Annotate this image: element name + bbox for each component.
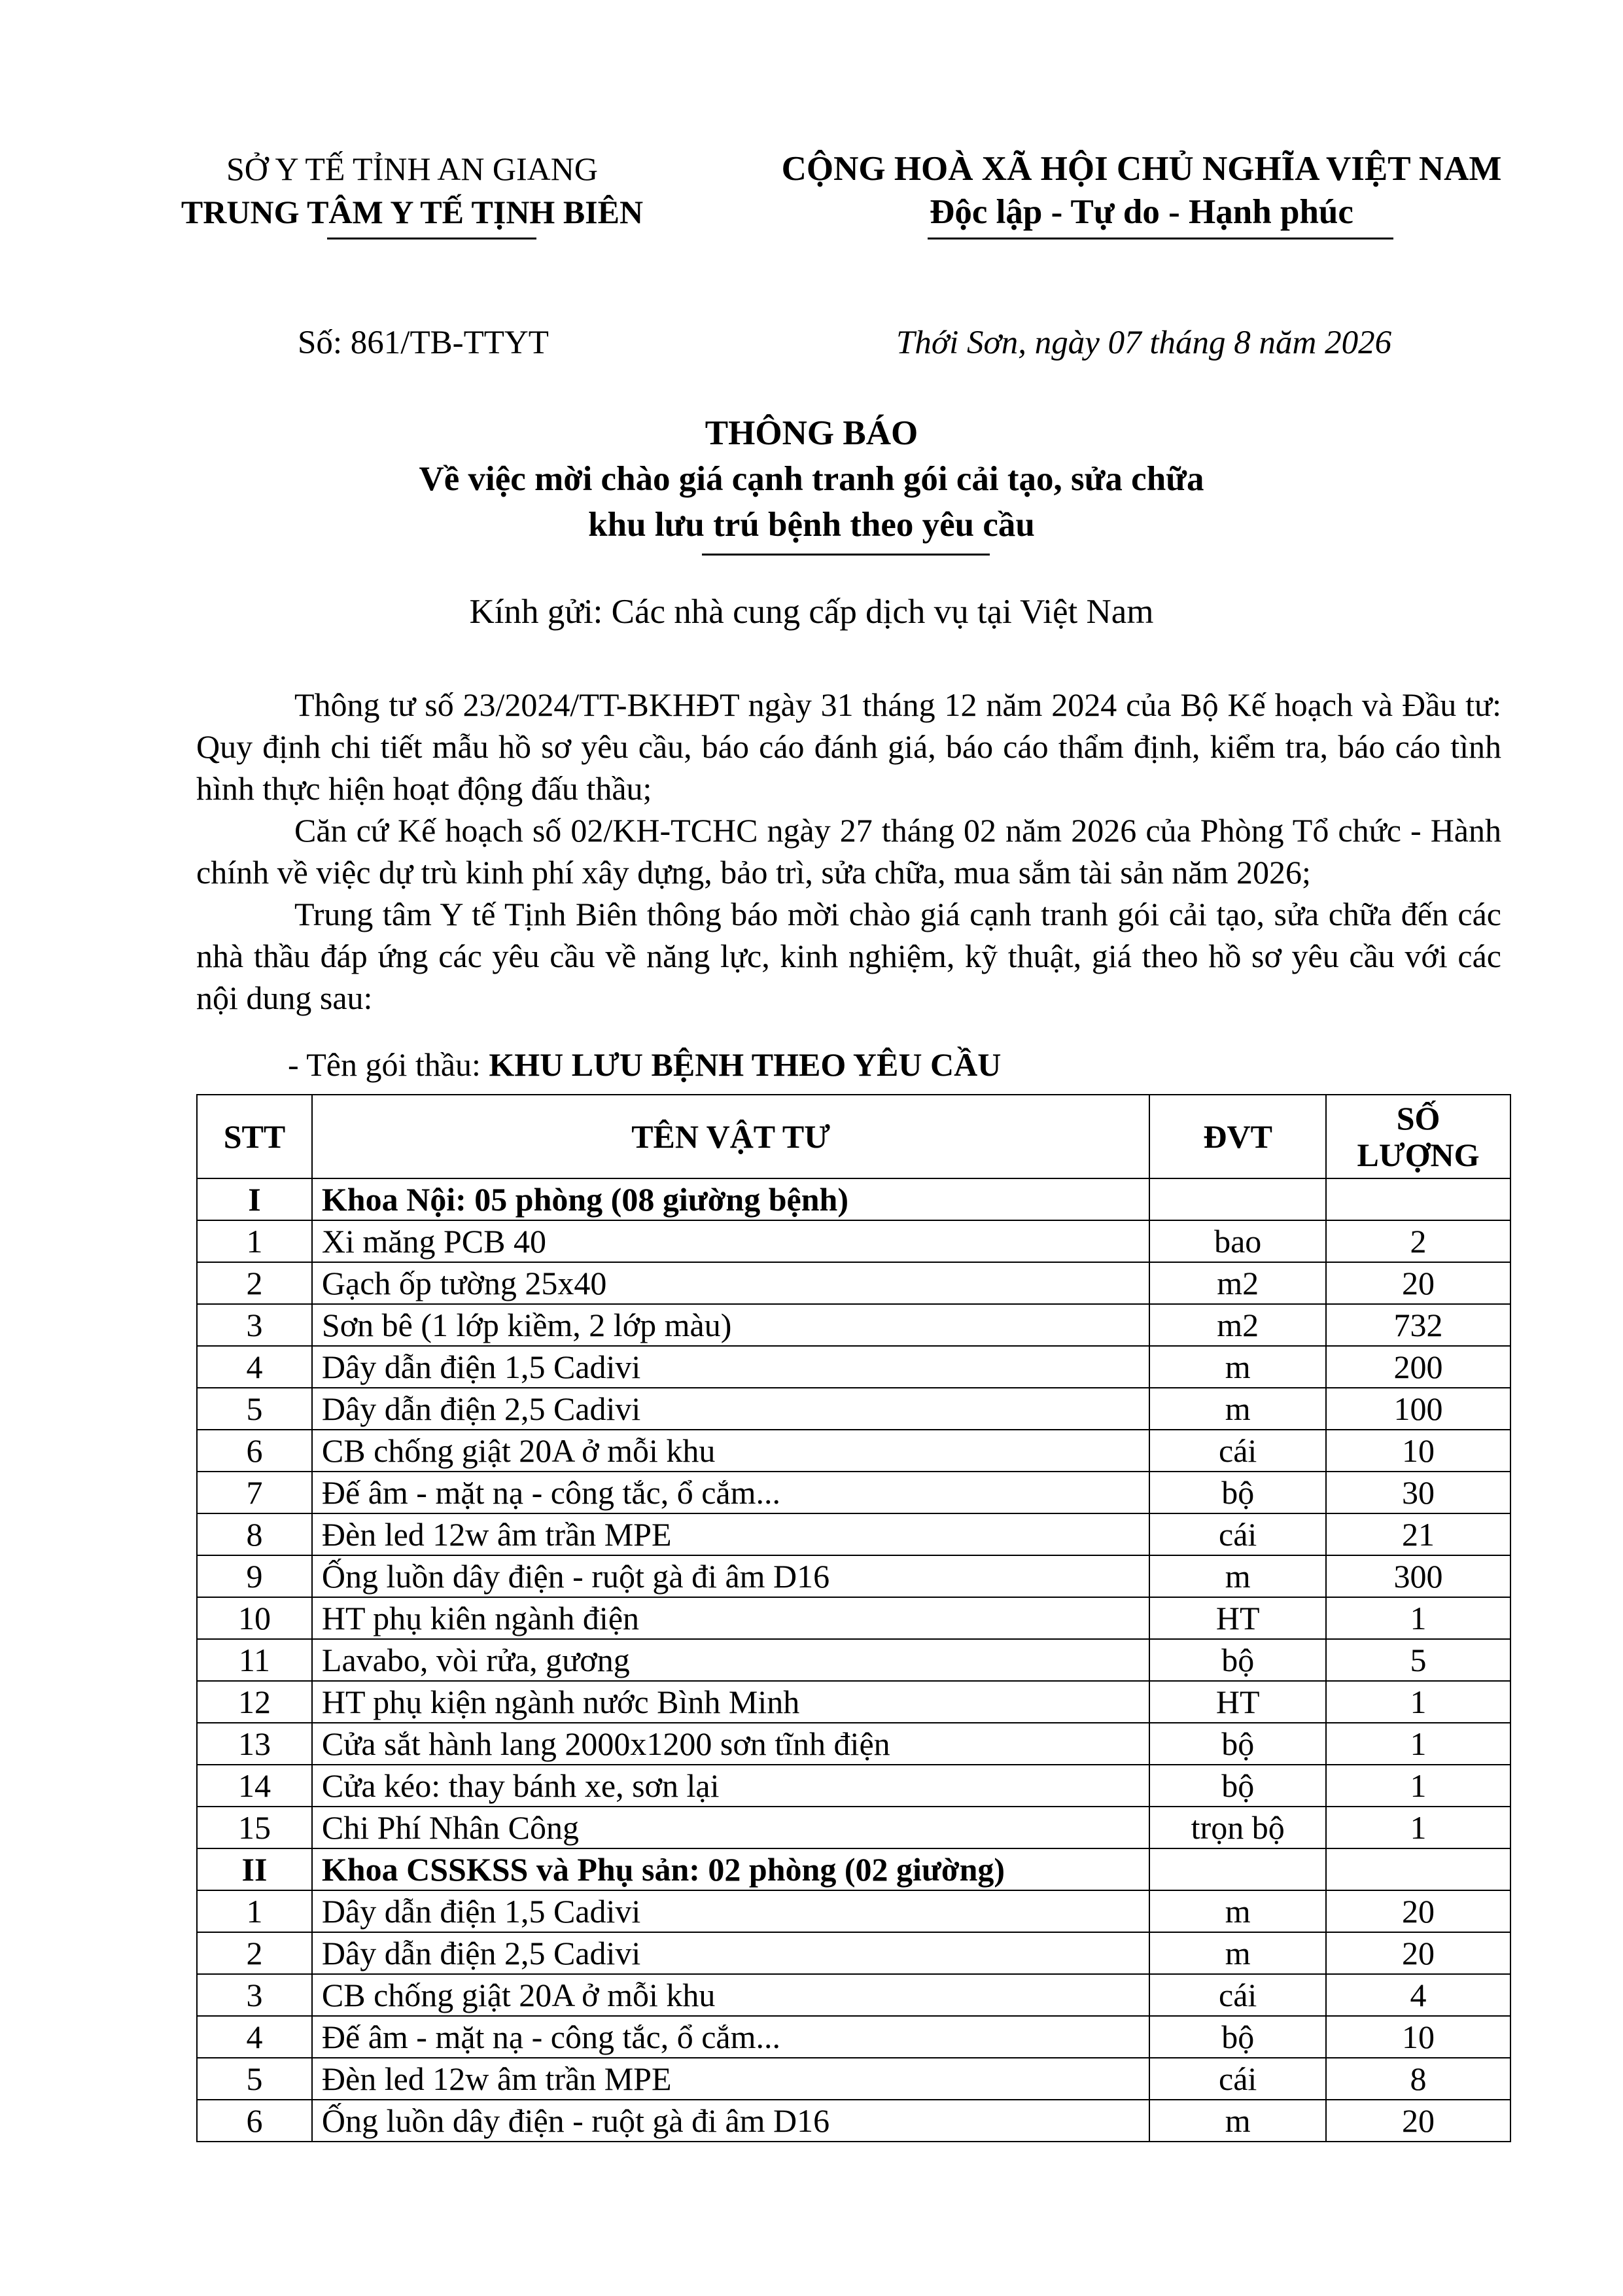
row-unit: m2	[1149, 1262, 1326, 1304]
row-item-name: Cửa kéo: thay bánh xe, sơn lại	[312, 1765, 1149, 1807]
row-item-name: Cửa sắt hành lang 2000x1200 sơn tĩnh điện	[312, 1723, 1149, 1765]
materials-table	[196, 1094, 1511, 2142]
row-unit: m2	[1149, 1304, 1326, 1346]
section-number: II	[197, 1848, 312, 1890]
table-row	[197, 1430, 1510, 1472]
row-item-name: Ống luồn dây điện - ruột gà đi âm D16	[312, 2100, 1149, 2142]
row-unit: trọn bộ	[1149, 1807, 1326, 1848]
issuing-org	[157, 147, 667, 234]
row-stt: 4	[197, 1346, 312, 1388]
package-name	[288, 1046, 1001, 1084]
row-stt: 2	[197, 1262, 312, 1304]
national-motto	[739, 147, 1544, 234]
paragraph-invitation: Trung tâm Y tế Tịnh Biên thông báo mời chào giá cạnh tranh gói cải tạo, sửa chữa đến các nhà thầu đáp ứng các yêu cầu về năng lực, kinh nghiệm, kỹ thuật, giá theo hồ sơ yêu cầu với các nội dung sau:	[196, 896, 1501, 1016]
row-quantity: 100	[1326, 1388, 1510, 1430]
row-stt: 9	[197, 1555, 312, 1597]
document-title	[0, 410, 1623, 548]
row-item-name: Chi Phí Nhân Công	[312, 1807, 1149, 1848]
row-quantity: 20	[1326, 1890, 1510, 1932]
row-quantity: 1	[1326, 1681, 1510, 1723]
package-title: KHU LƯU BỆNH THEO YÊU CẦU	[489, 1046, 1002, 1083]
row-item-name: Dây dẫn điện 1,5 Cadivi	[312, 1890, 1149, 1932]
table-row	[197, 1513, 1510, 1555]
section-row	[197, 1178, 1510, 1220]
table-row	[197, 1639, 1510, 1681]
row-stt: 3	[197, 1974, 312, 2016]
row-quantity: 1	[1326, 1807, 1510, 1848]
row-quantity: 20	[1326, 1262, 1510, 1304]
row-stt: 5	[197, 2058, 312, 2100]
row-quantity: 1	[1326, 1765, 1510, 1807]
table-row	[197, 1388, 1510, 1430]
row-quantity: 1	[1326, 1597, 1510, 1639]
row-quantity: 30	[1326, 1472, 1510, 1513]
row-item-name: CB chống giật 20A ở mỗi khu	[312, 1974, 1149, 2016]
recipient: Kính gửi: Các nhà cung cấp dịch vụ tại Việt Nam	[469, 593, 1154, 631]
org-underline	[327, 238, 536, 239]
row-quantity: 10	[1326, 2016, 1510, 2058]
table-row	[197, 1932, 1510, 1974]
row-quantity: 4	[1326, 1974, 1510, 2016]
row-quantity: 5	[1326, 1639, 1510, 1681]
row-quantity: 20	[1326, 2100, 1510, 2142]
row-unit: bộ	[1149, 1723, 1326, 1765]
header-unit: ĐVT	[1149, 1095, 1326, 1178]
section-title: Khoa Nội: 05 phòng (08 giường bệnh)	[312, 1178, 1149, 1220]
title-line2: Về việc mời chào giá cạnh tranh gói cải tạo, sửa chữa	[419, 460, 1204, 498]
row-item-name: Đèn led 12w âm trần MPE	[312, 1513, 1149, 1555]
row-stt: 15	[197, 1807, 312, 1848]
row-item-name: Đế âm - mặt nạ - công tắc, ổ cắm...	[312, 2016, 1149, 2058]
table-row	[197, 2016, 1510, 2058]
row-stt: 1	[197, 1890, 312, 1932]
row-unit: bộ	[1149, 1765, 1326, 1807]
row-unit: m	[1149, 1890, 1326, 1932]
header-stt: STT	[197, 1095, 312, 1178]
title-underline	[702, 554, 990, 556]
section-unit-empty	[1149, 1848, 1326, 1890]
table-row	[197, 1262, 1510, 1304]
row-stt: 6	[197, 1430, 312, 1472]
row-item-name: Đế âm - mặt nạ - công tắc, ổ cắm...	[312, 1472, 1149, 1513]
title-line3: khu lưu trú bệnh theo yêu cầu	[588, 506, 1035, 544]
row-quantity: 200	[1326, 1346, 1510, 1388]
table-row	[197, 1304, 1510, 1346]
table-row	[197, 1974, 1510, 2016]
row-stt: 7	[197, 1472, 312, 1513]
row-item-name: Sơn bê (1 lớp kiềm, 2 lớp màu)	[312, 1304, 1149, 1346]
row-quantity: 2	[1326, 1220, 1510, 1262]
nation-line1: CỘNG HOÀ XÃ HỘI CHỦ NGHĨA VIỆT NAM	[781, 150, 1502, 188]
row-unit: cái	[1149, 2058, 1326, 2100]
row-item-name: CB chống giật 20A ở mỗi khu	[312, 1430, 1149, 1472]
row-stt: 5	[197, 1388, 312, 1430]
row-stt: 10	[197, 1597, 312, 1639]
header-qty-line1: SỐ	[1396, 1100, 1440, 1137]
doc-number: Số: 861/TB-TTYT	[298, 325, 549, 361]
section-unit-empty	[1149, 1178, 1326, 1220]
row-item-name: Dây dẫn điện 2,5 Cadivi	[312, 1388, 1149, 1430]
place-date: Thới Sơn, ngày 07 tháng 8 năm 2026	[896, 325, 1392, 361]
table-row	[197, 1681, 1510, 1723]
row-item-name: Ống luồn dây điện - ruột gà đi âm D16	[312, 1555, 1149, 1597]
paragraph-legal-basis: Thông tư số 23/2024/TT-BKHĐT ngày 31 tháng 12 năm 2024 của Bộ Kế hoạch và Đầu tư: Quy định chi tiết mẫu hồ sơ yêu cầu, báo cáo đánh giá, báo cáo thẩm định, kiểm tra, báo cáo tình hình thực hiện hoạt động đấu thầu;	[196, 686, 1501, 807]
body-text	[196, 684, 1501, 1019]
row-unit: bộ	[1149, 2016, 1326, 2058]
title-line1: THÔNG BÁO	[705, 414, 918, 452]
table-row	[197, 1765, 1510, 1807]
header-name: TÊN VẬT TƯ	[312, 1095, 1149, 1178]
row-stt: 8	[197, 1513, 312, 1555]
row-quantity: 8	[1326, 2058, 1510, 2100]
row-item-name: Xi măng PCB 40	[312, 1220, 1149, 1262]
row-unit: HT	[1149, 1597, 1326, 1639]
row-unit: HT	[1149, 1681, 1326, 1723]
row-stt: 2	[197, 1932, 312, 1974]
org-line1: SỞ Y TẾ TỈNH AN GIANG	[226, 150, 599, 187]
table-body	[197, 1178, 1510, 2142]
motto-underline	[928, 238, 1393, 239]
row-stt: 4	[197, 2016, 312, 2058]
row-unit: m	[1149, 1555, 1326, 1597]
row-item-name: Đèn led 12w âm trần MPE	[312, 2058, 1149, 2100]
row-stt: 6	[197, 2100, 312, 2142]
table-row	[197, 2100, 1510, 2142]
table-row	[197, 1723, 1510, 1765]
table-row	[197, 1890, 1510, 1932]
row-stt: 11	[197, 1639, 312, 1681]
header-qty-line2: LƯỢNG	[1357, 1137, 1480, 1173]
row-unit: bộ	[1149, 1472, 1326, 1513]
section-title: Khoa CSSKSS và Phụ sản: 02 phòng (02 giường)	[312, 1848, 1149, 1890]
row-unit: bao	[1149, 1220, 1326, 1262]
row-item-name: Gạch ốp tường 25x40	[312, 1262, 1149, 1304]
row-unit: m	[1149, 2100, 1326, 2142]
row-stt: 13	[197, 1723, 312, 1765]
paragraph-plan: Căn cứ Kế hoạch số 02/KH-TCHC ngày 27 tháng 02 năm 2026 của Phòng Tổ chức - Hành chính về việc dự trù kinh phí xây dựng, bảo trì, sửa chữa, mua sắm tài sản năm 2026;	[196, 812, 1501, 891]
row-item-name: HT phụ kiện ngành nước Bình Minh	[312, 1681, 1149, 1723]
row-quantity: 732	[1326, 1304, 1510, 1346]
section-qty-empty	[1326, 1178, 1510, 1220]
section-number: I	[197, 1178, 312, 1220]
row-quantity: 21	[1326, 1513, 1510, 1555]
header-qty	[1326, 1095, 1510, 1178]
row-item-name: Dây dẫn điện 2,5 Cadivi	[312, 1932, 1149, 1974]
row-item-name: Lavabo, vòi rửa, gương	[312, 1639, 1149, 1681]
table-row	[197, 1597, 1510, 1639]
row-quantity: 300	[1326, 1555, 1510, 1597]
row-quantity: 1	[1326, 1723, 1510, 1765]
table-row	[197, 1220, 1510, 1262]
table-row	[197, 1555, 1510, 1597]
row-quantity: 20	[1326, 1932, 1510, 1974]
row-unit: m	[1149, 1388, 1326, 1430]
row-item-name: HT phụ kiên ngành điện	[312, 1597, 1149, 1639]
row-stt: 14	[197, 1765, 312, 1807]
row-unit: m	[1149, 1346, 1326, 1388]
table-row	[197, 2058, 1510, 2100]
table-header-row	[197, 1095, 1510, 1178]
table-row	[197, 1807, 1510, 1848]
row-quantity: 10	[1326, 1430, 1510, 1472]
row-unit: bộ	[1149, 1639, 1326, 1681]
row-stt: 12	[197, 1681, 312, 1723]
row-unit: cái	[1149, 1430, 1326, 1472]
section-qty-empty	[1326, 1848, 1510, 1890]
row-unit: cái	[1149, 1974, 1326, 2016]
table-row	[197, 1346, 1510, 1388]
row-stt: 1	[197, 1220, 312, 1262]
row-unit: m	[1149, 1932, 1326, 1974]
nation-line2: Độc lập - Tự do - Hạnh phúc	[930, 193, 1353, 231]
row-stt: 3	[197, 1304, 312, 1346]
row-unit: cái	[1149, 1513, 1326, 1555]
section-row	[197, 1848, 1510, 1890]
package-label: - Tên gói thầu:	[288, 1046, 489, 1083]
table-row	[197, 1472, 1510, 1513]
row-item-name: Dây dẫn điện 1,5 Cadivi	[312, 1346, 1149, 1388]
org-line2: TRUNG TÂM Y TẾ TỊNH BIÊN	[181, 194, 644, 230]
